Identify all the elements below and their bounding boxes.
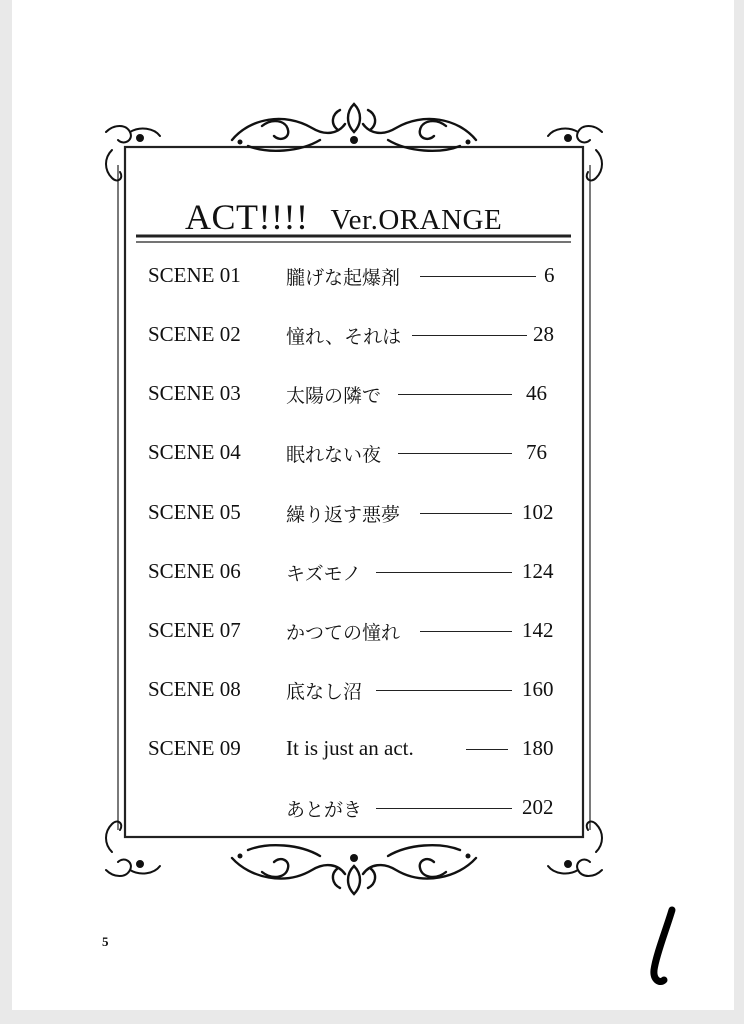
leader-line <box>398 394 512 395</box>
scene-label: SCENE 08 <box>148 677 241 701</box>
scene-label: SCENE 01 <box>148 263 241 287</box>
chapter-title: 憧れ、それは <box>286 326 402 348</box>
leader-line <box>466 749 508 750</box>
toc-row[interactable] <box>148 263 568 293</box>
page-ref: 46 <box>526 381 547 405</box>
title-text: ACT!!!! <box>185 197 309 237</box>
page-ref: 124 <box>522 559 554 583</box>
book-title <box>185 196 502 238</box>
page-ref: 142 <box>522 618 554 642</box>
version-label: Ver.ORANGE <box>330 204 503 236</box>
toc-row[interactable] <box>148 736 568 766</box>
toc-row[interactable] <box>148 618 568 648</box>
page-ref: 160 <box>522 677 554 701</box>
toc-row[interactable] <box>148 322 568 352</box>
chapter-title: 太陽の隣で <box>286 385 382 407</box>
scene-label: SCENE 05 <box>148 500 241 524</box>
handwritten-stroke <box>654 910 672 982</box>
chapter-title: 眠れない夜 <box>286 444 382 466</box>
scene-label: SCENE 03 <box>148 381 241 405</box>
leader-line <box>412 335 527 336</box>
bottom-flourish <box>232 845 476 894</box>
scene-label: SCENE 09 <box>148 736 241 760</box>
leader-line <box>420 631 512 632</box>
toc-row[interactable] <box>148 440 568 470</box>
chapter-title: かつての憧れ <box>286 622 401 644</box>
leader-line <box>398 453 512 454</box>
toc-row[interactable] <box>148 559 568 589</box>
chapter-title: 底なし沼 <box>286 681 363 703</box>
toc-row[interactable] <box>148 500 568 530</box>
toc-row[interactable] <box>148 381 568 411</box>
chapter-title: It is just an act. <box>286 736 414 760</box>
scene-label: SCENE 04 <box>148 440 241 464</box>
chapter-title: 繰り返す悪夢 <box>286 504 401 526</box>
leader-line <box>420 513 512 514</box>
scene-label: SCENE 07 <box>148 618 241 642</box>
corner-ornament-bottom-left <box>106 822 160 876</box>
chapter-title: キズモノ <box>286 563 362 585</box>
page-ref: 202 <box>522 795 554 819</box>
page-ref: 180 <box>522 736 554 760</box>
scene-label: SCENE 02 <box>148 322 241 346</box>
page-ref: 28 <box>533 322 554 346</box>
corner-ornament-top-left <box>106 126 160 180</box>
page-number: 5 <box>102 934 109 949</box>
corner-ornament-top-right <box>548 126 602 180</box>
leader-line <box>376 808 512 809</box>
leader-line <box>376 572 512 573</box>
toc-row[interactable] <box>148 795 568 825</box>
leader-line <box>420 276 536 277</box>
page-ref: 76 <box>526 440 547 464</box>
chapter-title: あとがき <box>286 799 363 821</box>
scene-label: SCENE 06 <box>148 559 241 583</box>
corner-ornament-bottom-right <box>548 822 602 876</box>
toc-row[interactable] <box>148 677 568 707</box>
leader-line <box>376 690 512 691</box>
chapter-title: 朧げな起爆剤 <box>286 267 401 289</box>
page-ref: 6 <box>544 263 555 287</box>
page-ref: 102 <box>522 500 554 524</box>
